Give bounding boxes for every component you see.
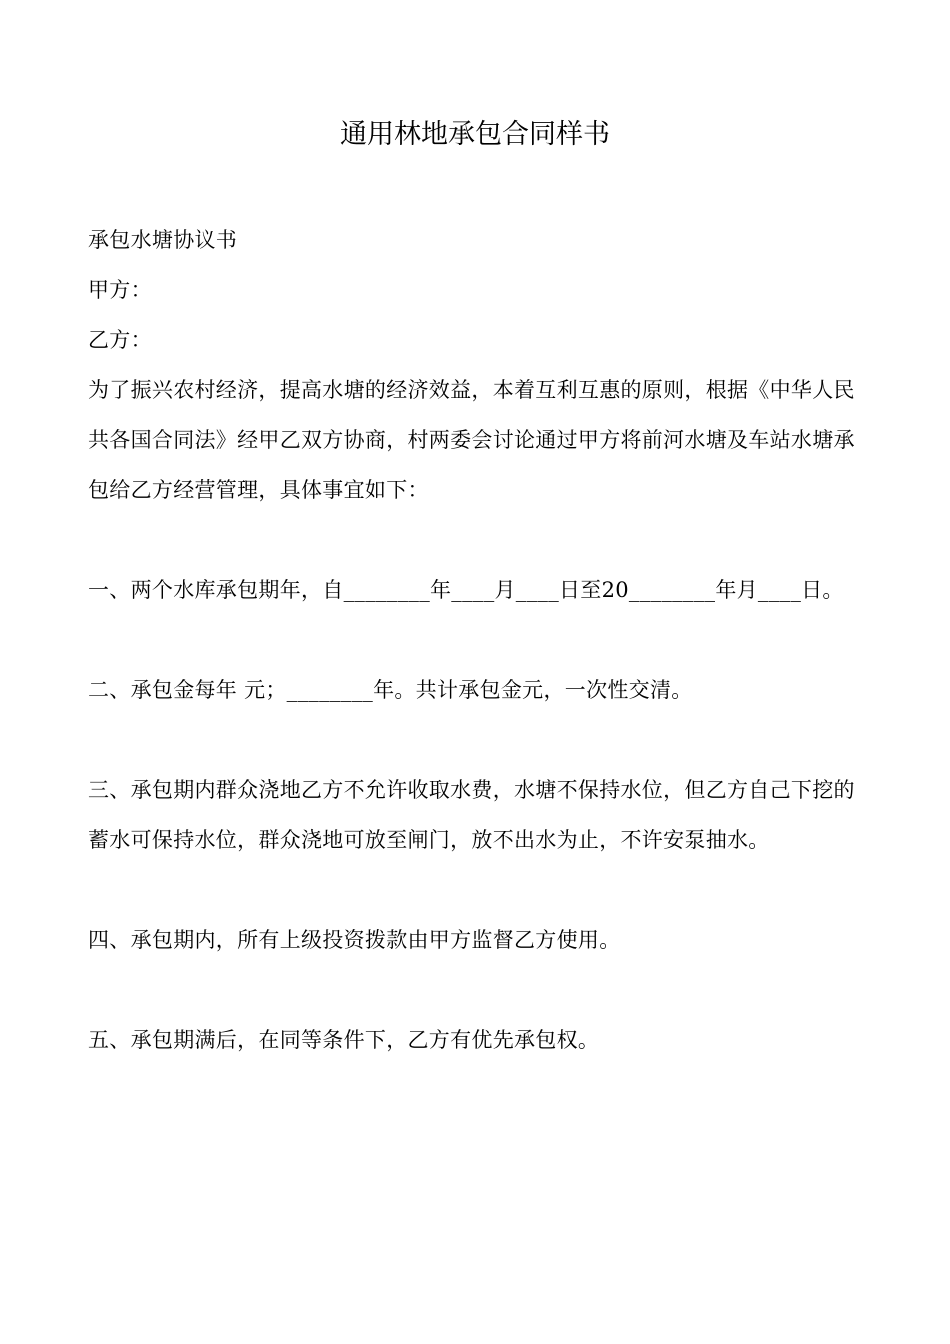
document-body: [88, 215, 868, 1065]
clause-4: 四、承包期内，所有上级投资拨款由甲方监督乙方使用。: [88, 928, 621, 952]
clause-5: 五、承包期满后，在同等条件下，乙方有优先承包权。: [88, 1028, 600, 1052]
intro-paragraph: 为了振兴农村经济，提高水塘的经济效益，本着互利互惠的原则，根据《中华人民共各国合同法》经甲乙双方协商，村两委会讨论通过甲方将前河水塘及车站水塘承包给乙方经营管理，具体事宜如下：: [88, 378, 855, 502]
agreement-heading: 承包水塘协议书: [88, 228, 238, 252]
paragraph-spacer: [88, 515, 868, 565]
clause-3: 三、承包期内群众浇地乙方不允许收取水费，水塘不保持水位，但乙方自己下挖的蓄水可保持水位，群众浇地可放至闸门，放不出水为止，不许安泵抽水。: [88, 778, 855, 852]
paragraph-spacer: [88, 615, 868, 665]
paragraph-spacer: [88, 965, 868, 1015]
paragraph-spacer: [88, 865, 868, 915]
clause-1: 一、两个水库承包期年，自________年____月____日至20________年月____日。: [88, 578, 844, 602]
clause-2: 二、承包金每年 元；________年。共计承包金元，一次性交清。: [88, 678, 693, 702]
party-a-label: 甲方：: [88, 278, 152, 302]
paragraph-spacer: [88, 715, 868, 765]
party-b-label: 乙方：: [88, 328, 152, 352]
document-title: 通用林地承包合同样书: [340, 119, 610, 150]
